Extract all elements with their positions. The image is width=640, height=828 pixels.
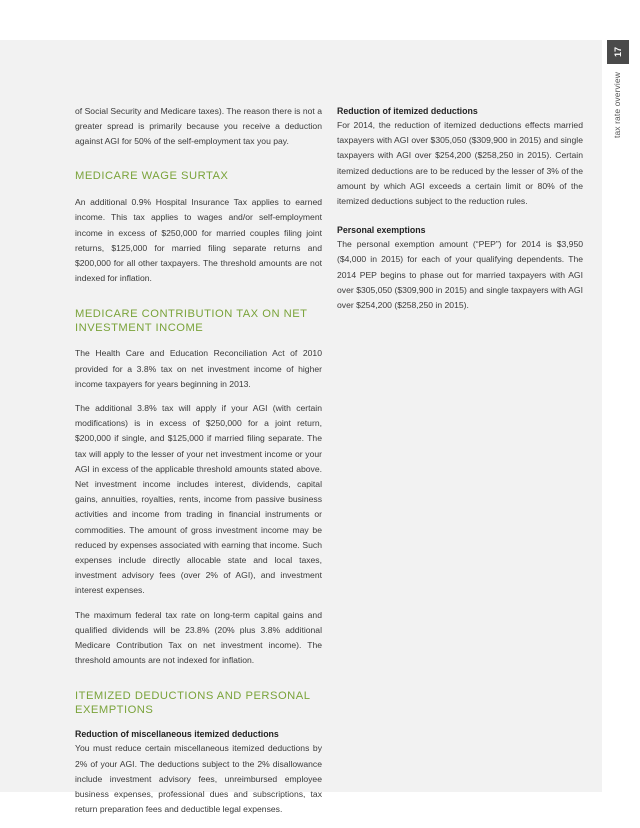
paragraph-contribution-tax-2: The additional 3.8% tax will apply if your AGI (with certain modifications) is in excess of $250,000 for a joint return, $200,000 if single, and $125,000 if married filing separate. The tax will apply to the lesser of your net investment income or your AGI in excess of the applicable threshold amounts stated above. Net investment income includes interest, dividends, capital gains, annuities, royalties, rents, income from passive business activities and income from trading in financial instruments or commodities. The amount of gross investment income may be reduced by expenses associated with earning that income. Such expenses include directly allocable state and local taxes, investment advisory fees (over 2% of AGI), and investment interest expenses. (75, 402, 322, 596)
paragraph-contribution-tax-1: The Health Care and Education Reconciliation Act of 2010 provided for a 3.8% tax on net investment income of higher income taxpayers for years beginning in 2013. (75, 348, 322, 389)
paragraph-reduction-itemized: For 2014, the reduction of itemized deductions effects married taxpayers with AGI over $305,050 ($309,900 in 2015) and single taxpayers with AGI over $254,200 ($258,250 in 2015). Certain itemized deductions are to be reduced by the lesser of 3% of the amount by which AGI exceeds a certain limit or 80% of the itemized deductions subject to the reduction rules. (337, 120, 583, 207)
subheading-reduction-itemized: Reduction of itemized deductions (337, 106, 478, 116)
page-number-tab (607, 40, 629, 64)
subheading-personal-exemptions: Personal exemptions (337, 225, 426, 236)
page-margin (602, 40, 640, 792)
paragraph-contribution-tax-3: The maximum federal tax rate on long-term capital gains and qualified dividends will be 23.8% (20% plus 3.8% additional Medicare Contribution Tax on net investment income). The threshold amounts are not indexed for inflation. (75, 609, 322, 666)
paragraph-personal-exemptions: The personal exemption amount (“PEP”) for 2014 is $3,950 ($4,000 in 2015) for each of your qualifying dependents. The 2014 PEP begins to phase out for married taxpayers with AGI over $305,050 ($309,900 in 2015) and single taxpayers with AGI over $254,200 ($258,250 in 2015). (337, 239, 583, 311)
heading-itemized-deductions: ITEMIZED DEDUCTIONS AND PERSONAL EXEMPTIONS (75, 690, 311, 716)
running-head: tax rate overview (612, 72, 622, 138)
left-column (75, 104, 322, 817)
right-column (337, 104, 583, 313)
heading-medicare-wage-surtax: MEDICARE WAGE SURTAX (75, 169, 229, 182)
subheading-misc-itemized: Reduction of miscellaneous itemized deductions (75, 729, 279, 740)
intro-paragraph: of Social Security and Medicare taxes). The reason there is not a greater spread is primarily because you receive a deduction against AGI for 50% of the self-employment tax you pay. (75, 106, 322, 147)
heading-contribution-tax: MEDICARE CONTRIBUTION TAX ON NET INVESTMENT INCOME (75, 308, 308, 334)
paragraph-medicare-wage-surtax: An additional 0.9% Hospital Insurance Tax applies to earned income. This tax applies to wages and/or self-employment income in excess of $250,000 for married couples filing joint returns, $125,000 for married filing separate returns and $200,000 for all other taxpayers. The threshold amounts are not indexed for inflation. (75, 197, 322, 284)
paragraph-misc-itemized: You must reduce certain miscellaneous itemized deductions by 2% of your AGI. The deductions subject to the 2% disallowance include investment advisory fees, unreimbursed employee business expenses, professional dues and subscriptions, tax return preparation fees and deductible legal expenses. (75, 743, 322, 815)
page-number: 17 (612, 46, 623, 58)
